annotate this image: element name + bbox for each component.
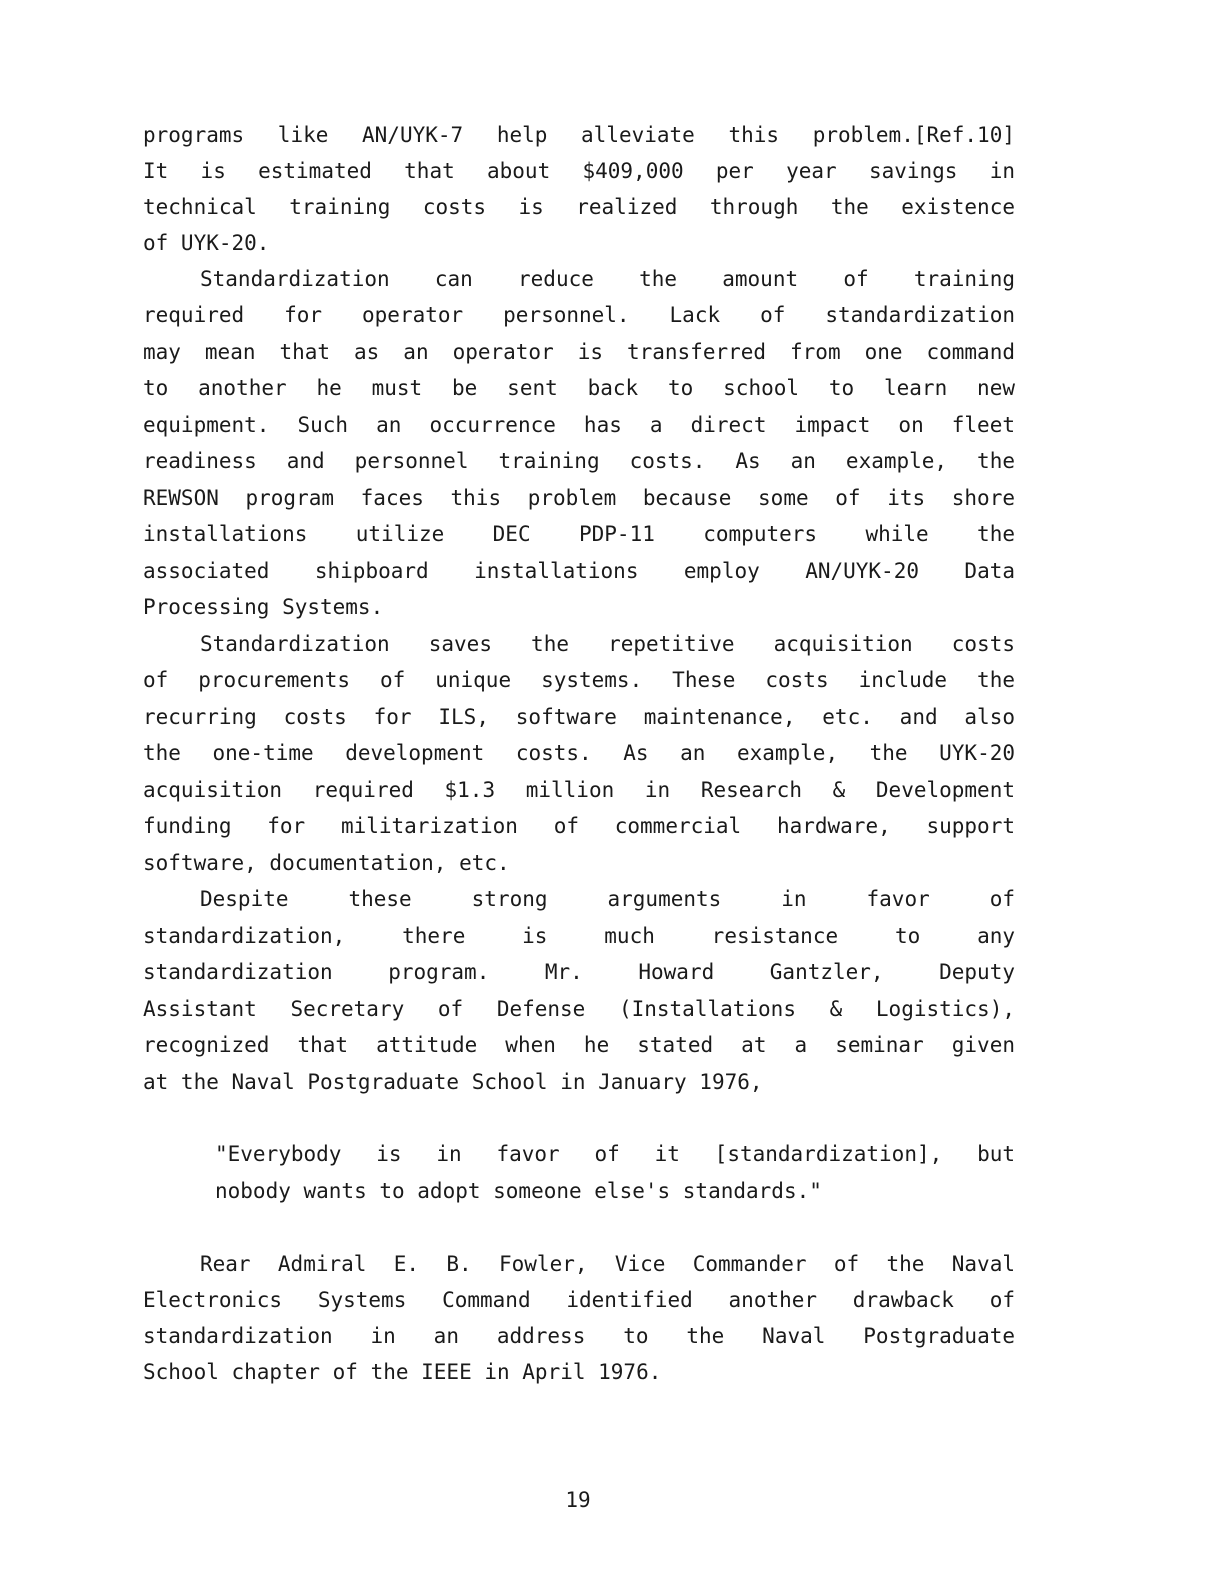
paragraph-line: Assistant Secretary of Defense (Installations & Logistics), [143,997,1015,1021]
paragraph-line: equipment. Such an occurrence has a direct impact on fleet [143,413,1015,437]
paragraph-line: of procurements of unique systems. These costs include the [143,668,1015,692]
paragraph-line: recurring costs for ILS, software maintenance, etc. and also [143,705,1015,729]
paragraph-line: Processing Systems. [143,595,384,619]
paragraph-line: to another he must be sent back to school to learn new [143,376,1015,400]
paragraph-line: Standardization can reduce the amount of training [200,267,1015,291]
paragraph-line: standardization, there is much resistance to any [143,924,1015,948]
paragraph-line: Despite these strong arguments in favor of [200,887,1015,911]
paragraph-line: standardization program. Mr. Howard Gantzler, Deputy [143,960,1015,984]
paragraph-line: Standardization saves the repetitive acquisition costs [200,632,1015,656]
paragraph-line: the one-time development costs. As an example, the UYK-20 [143,741,1015,765]
page-number: 19 [565,1488,591,1512]
quote-line: nobody wants to adopt someone else's standards." [215,1179,822,1203]
paragraph-line: acquisition required $1.3 million in Research & Development [143,778,1015,802]
paragraph-line: required for operator personnel. Lack of standardization [143,303,1015,327]
paragraph-line: readiness and personnel training costs. As an example, the [143,449,1015,473]
paragraph-line: standardization in an address to the Naval Postgraduate [143,1324,1015,1348]
paragraph-line: associated shipboard installations employ AN/UYK-20 Data [143,559,1015,583]
paragraph-line: installations utilize DEC PDP-11 computers while the [143,522,1015,546]
paragraph-line: REWSON program faces this problem because some of its shore [143,486,1015,510]
paragraph-line: of UYK-20. [143,231,270,255]
paragraph-line: may mean that as an operator is transferred from one command [143,340,1015,364]
quote-line: "Everybody is in favor of it [standardization], but [215,1142,1015,1166]
paragraph-line: funding for militarization of commercial hardware, support [143,814,1015,838]
paragraph-line: software, documentation, etc. [143,851,510,875]
paragraph-line: technical training costs is realized through the existence [143,195,1015,219]
paragraph-line: It is estimated that about $409,000 per year savings in [143,159,1015,183]
paragraph-line: at the Naval Postgraduate School in January 1976, [143,1070,763,1094]
paragraph-line: Rear Admiral E. B. Fowler, Vice Commander of the Naval [200,1252,1015,1276]
paragraph-line: programs like AN/UYK-7 help alleviate this problem.[Ref.10] [143,123,1015,147]
paragraph-line: recognized that attitude when he stated at a seminar given [143,1033,1015,1057]
paragraph-line: School chapter of the IEEE in April 1976. [143,1360,662,1384]
paragraph-line: Electronics Systems Command identified another drawback of [143,1288,1015,1312]
